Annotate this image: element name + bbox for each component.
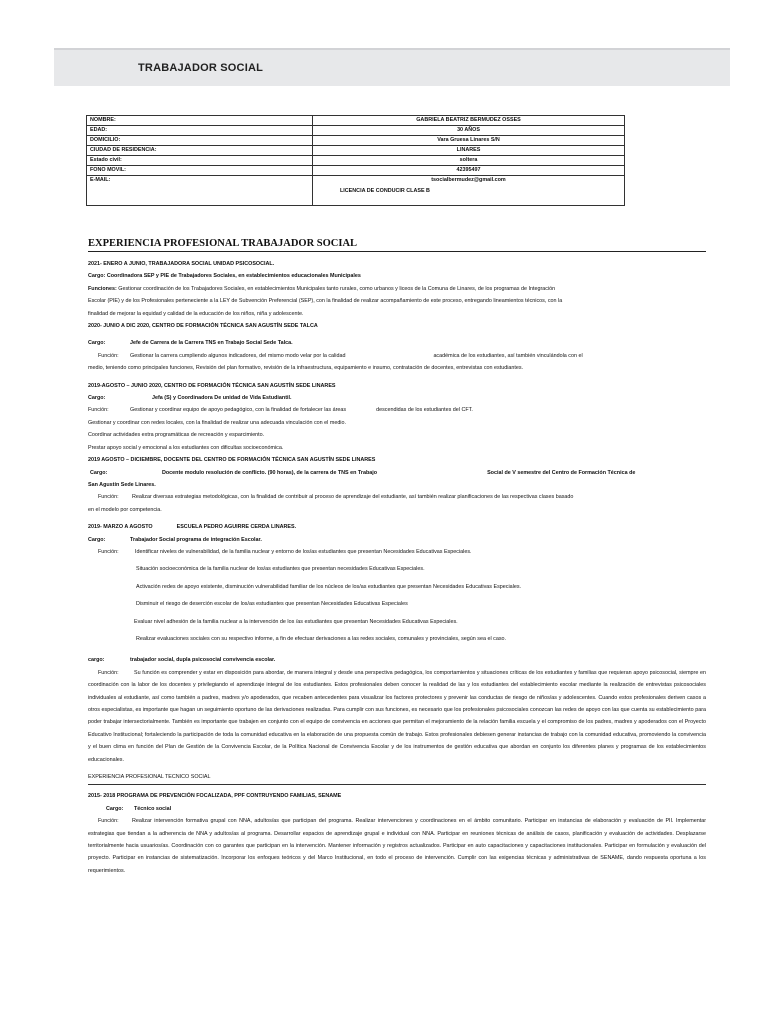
function-label: Función: <box>98 818 119 825</box>
cargo-text: Docente modulo resolución de conflicto. (90 horas), de la carrera de TNS en Trabajo <box>162 469 378 476</box>
exp-function-line: Evaluar nivel adhesión de la familia nuclear a la intervención de los /as estudiantes que presentan Necesidades Educativas Especiales. <box>134 618 458 625</box>
function-label: Función: <box>88 407 109 414</box>
license-text: LICENCIA DE CONDUCIR CLASE B <box>340 188 430 194</box>
cargo-label: Cargo: <box>88 340 106 347</box>
exp-cargo <box>88 803 706 815</box>
cargo-label: Cargo: <box>90 469 108 476</box>
info-value: LINARES <box>313 146 625 156</box>
cargo-label: cargo: <box>88 657 105 664</box>
info-label: E-MAIL: <box>87 176 313 206</box>
info-label: EDAD: <box>87 126 313 136</box>
email-value: tsocialbermudez@gmail.com <box>431 177 506 183</box>
cargo-text: Técnico social <box>134 805 172 812</box>
function-text: Gestionar coordinación de los Trabajadores Sociales, en establecimientos Municipales tanto rurales, como urbanos y liceos de la Comuna de Linares, de los programas de Integración <box>116 285 556 292</box>
exp-heading: 2015- 2018 PROGRAMA DE PREVENCIÓN FOCALIZADA, PPF CONTRUYENDO FAMILIAS, SENAME <box>88 793 342 800</box>
info-label: DOMICILIO: <box>87 136 313 146</box>
exp-function <box>88 350 706 362</box>
exp-function-paragraph <box>88 815 706 877</box>
info-value: soltera <box>313 156 625 166</box>
info-value: 42395497 <box>313 166 625 176</box>
exp-cargo: Cargo: Coordinadora SEP y PIE de Trabajadores Sociales, en establecimientos educacionales Municipales <box>88 273 361 280</box>
function-text: Realizar diversas estrategias metodológicas, con la finalidad de contribuir al proceso de aprendizaje del estudiante, así también realizar planificaciones de las respectivas clases basado <box>132 494 574 501</box>
info-label: NOMBRE: <box>87 116 313 126</box>
exp-function-line: Realizar evaluaciones sociales con su respectivo informe, a fin de efectuar derivaciones a las redes sociales, comunales y provinciales, según sea el caso. <box>136 635 507 642</box>
section-title: EXPERIENCIA PROFESIONAL TRABAJADOR SOCIAL <box>88 238 706 252</box>
exp-function-line: en el modelo por competencia. <box>88 506 162 513</box>
function-text: Identificar niveles de vulnerabilidad, de la familia nuclear y entorno de los/as estudiantes que presentan Necesidades Educativas Especiales. <box>135 548 472 555</box>
tec-section-title: EXPERIENCIA PROFESIONAL TECNICO SOCIAL <box>88 771 706 785</box>
exp-function-line: Activación redes de apoyo existente, disminución vulnerabilidad familiar de los núcleos de los/as estudiantes que presentan Necesidades Educativas Especiales. <box>136 583 522 590</box>
table-row <box>87 146 625 156</box>
experience-body <box>88 258 706 877</box>
exp-cargo <box>88 467 706 479</box>
exp-function-line: finalidad de mejorar la equidad y calidad de la educación de los niños, niña y adolescente. <box>88 310 304 317</box>
exp-heading <box>88 521 706 533</box>
info-value: GABRIELA BEATRIZ BERMUDEZ OSSES <box>313 116 625 126</box>
exp-function-line: Gestionar y coordinar con redes locales, con la finalidad de realizar una adecuada vinculación con el medio. <box>88 419 347 426</box>
exp-function-paragraph <box>88 667 706 766</box>
page-title: TRABAJADOR SOCIAL <box>138 62 264 74</box>
table-row <box>87 116 625 126</box>
subsection-title <box>88 771 706 785</box>
exp-function-line: Coordinar actividades extra programáticas de recreación y esparcimiento. <box>88 432 265 439</box>
table-row <box>87 136 625 146</box>
exp-function <box>88 283 706 295</box>
heading-date: 2019- MARZO A AGOSTO <box>88 524 153 531</box>
function-label: Función: <box>98 669 119 676</box>
table-row <box>87 156 625 166</box>
exp-cargo <box>88 337 706 349</box>
function-text: Gestionar y coordinar equipo de apoyo pedagógico, con la finalidad de fortalecer las áreas <box>130 407 347 414</box>
cargo-text: trabajador social, dupla psicosocial convivencia escolar. <box>130 657 276 664</box>
exp-cargo <box>88 534 706 546</box>
cargo-text: Social de V semestre del Centro de Formación Técnica de <box>487 469 636 476</box>
exp-cargo <box>88 392 706 404</box>
function-text: Su función es comprender y estar en disposición para abordar, de manera integral y desde una perspectiva pedagógica, los comportamientos y situaciones críticas de los estudiantes y familias que requieran apoyo psicosocial, siempre en coordinación con la labor de los docentes y privilegiando el aprendizaje integral de los estudiantes. Estos profesionales deben conocer la realidad de las y los estudiantes del establecimiento escolar mediante la realización de entrevistas psicosociales individuales al estudiante, así como también a padres, madres y/o apoderados, que recaben antecedentes para visualizar los factores protectores y prevenir las conductas de riesgo de niños/as y adolescentes. Cuando estos profesionales deriven casos a otros especialistas, es importante que hagan un seguimiento oportuno de las derivaciones realizadas. Para cumplir con sus funciones, es necesario que los profesionales psicosociales conozcan las redes de apoyo con las que cuenta su establecimiento para poder trabajar intersectorialmente. También es importante que trabajen en conjunto con el equipo de convivencia en acciones que permitan el mejoramiento de la relación familia escuela y el compromiso de los padres, madres y apoderados con el Proyecto Educativo Institucional; fortaleciendo la participación de toda la comunidad educativa en la elaboración de una propuesta común de trabajo. Estos profesionales debiesen generar instancias de trabajo con la comunidad educativa, promoviendo la convivencia y el buen clima en función del Plan de Gestión de la Convivencia Escolar, de la Política Nacional de Convivencia Escolar y de los instrumentos de gestión educativa que abordan en conjunto los diferentes planes y programas de los establecimientos educacionales. <box>88 669 706 763</box>
exp-function-line: Prestar apoyo social y emocional a los estudiantes con dificultas socioeconómica. <box>88 444 284 451</box>
exp-cargo-line: San Agustín Sede Linares. <box>88 481 156 488</box>
exp-cargo <box>88 654 706 666</box>
exp-heading: 2019-AGOSTO – JUNIO 2020, CENTRO DE FORMACIÓN TÉCNICA SAN AGUSTÍN SEDE LINARES <box>88 382 336 389</box>
cargo-label: Cargo: <box>88 536 106 543</box>
cargo-text: Jefa (S) y Coordinadora De unidad de Vida Estudiantil. <box>152 395 292 402</box>
function-label: Función: <box>98 548 119 555</box>
exp-function <box>88 546 706 558</box>
exp-function <box>88 491 706 503</box>
table-row <box>87 176 625 206</box>
function-label: Función: <box>98 494 119 501</box>
function-label: Funciones: <box>88 285 117 292</box>
info-value <box>313 176 625 206</box>
heading-place: ESCUELA PEDRO AGUIRRE CERDA LINARES. <box>176 524 297 531</box>
info-value: 30 AÑOS <box>313 126 625 136</box>
function-text: académica de los estudiantes, así también vinculándola con el <box>433 352 583 359</box>
exp-function-line: Escolar (PIE) y de los Profesionales perteneciente a la LEY de Subvención Preferencial (SEP), con la finalidad de realizar acompañamiento de este proceso, entregando lineamientos técnicos, con la <box>88 298 563 305</box>
table-row <box>87 166 625 176</box>
exp-heading: 2019 AGOSTO – DICIEMBRE, DOCENTE DEL CENTRO DE FORMACIÓN TÉCNICA SAN AGUSTÍN SEDE LINARES <box>88 457 376 464</box>
function-text: Gestionar la carrera cumpliendo algunos indicadores, del mismo modo velar por la calidad <box>130 352 346 359</box>
header-band <box>54 48 730 86</box>
info-label: CIUDAD DE RESIDENCIA: <box>87 146 313 156</box>
info-label: FONO MOVIL: <box>87 166 313 176</box>
function-label: Función: <box>98 352 119 359</box>
cargo-text: Jefe de Carrera de la Carrera TNS en Trabajo Social Sede Talca. <box>130 340 293 347</box>
cargo-label: Cargo: <box>88 395 106 402</box>
table-row <box>87 126 625 136</box>
exp-heading: 2020- JUNIO A DIC 2020, CENTRO DE FORMACIÓN TÉCNICA SAN AGUSTÍN SEDE TALCA <box>88 323 318 330</box>
exp-function-line: medio, teniendo como principales funciones, Revisión del plan formativo, revisión de la infraestructura, equipamiento e insumo, contratación de docentes, entrevistas con estudiantes. <box>88 365 524 372</box>
personal-info-table <box>86 115 625 206</box>
exp-function <box>88 404 706 416</box>
info-value: Vara Gruesa Linares S/N <box>313 136 625 146</box>
exp-heading: 2021- ENERO A JUNIO, TRABAJADORA SOCIAL UNIDAD PSICOSOCIAL. <box>88 261 275 267</box>
function-text: descendidas de los estudiantes del CFT. <box>376 407 473 414</box>
info-label: Estado civil: <box>87 156 313 166</box>
exp-function-line: Situación socioeconómica de la familia nuclear de los/as estudiantes que presentan necesidades Educativas Especiales. <box>136 566 425 573</box>
cargo-label: Cargo: <box>106 805 124 812</box>
exp-function-line: Disminuir el riesgo de deserción escolar de los/as estudiantes que presentan Necesidades Educativas Especiales <box>136 601 408 608</box>
cargo-text: Trabajador Social programa de integración Escolar. <box>130 536 262 543</box>
function-text: Realizar intervención formativa grupal con NNA, adultos/as que participan del programa. Realizar intervenciones y coordinaciones en el ámbito comunitario. Participar en instancias de elaboración y evaluación de PII. Implementar estrategias que tiendan a la adherencia de NNA y adultos/as al programa. Desarrollar espacios de aprendizaje grupal e individual con NNA. Participar en reuniones técnicas de análisis de casos, planificación y evaluación de actividades. Desplazarse territorialmente hacia usuarios/as. Coordinación con co garantes que participan en la intervención. Mantener información y registros actualizados. Participar en auto capacitaciones y capacitaciones institucionales. Participar en formulación y evaluación del proyecto. Participar en instancias de sistematización. Incorporar los enfoques teóricos y del Marco Institucional, en todo el proceso de intervención. Cumplir con las exigencias técnicas y administrativas de SENAME, dando respuesta oportuna a los requerimientos. <box>88 818 706 874</box>
